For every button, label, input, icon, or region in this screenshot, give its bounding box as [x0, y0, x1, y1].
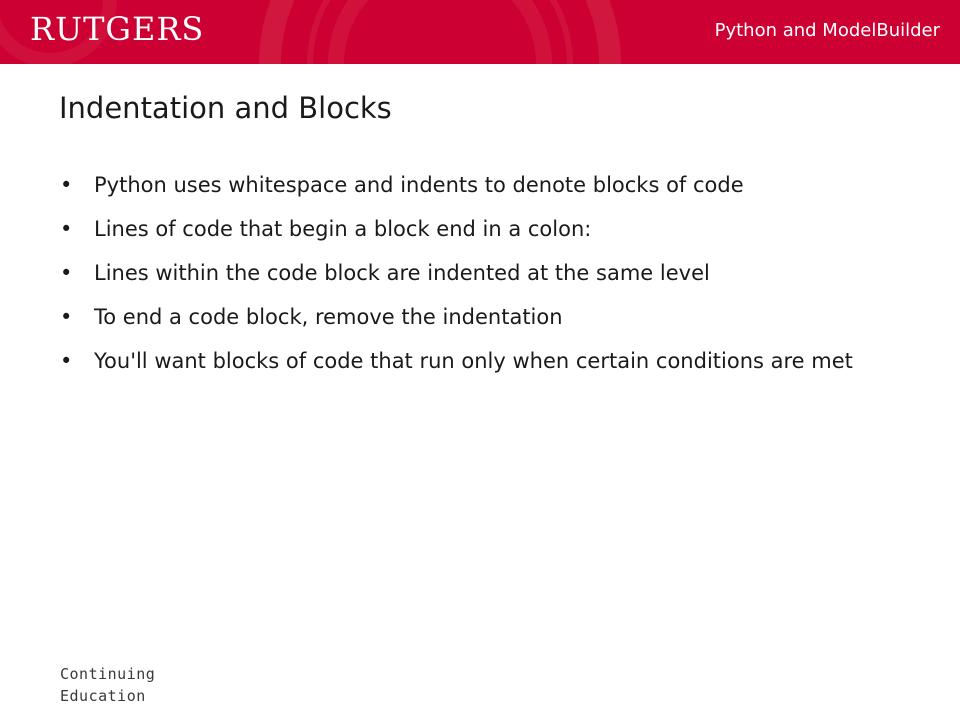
header-banner [0, 0, 960, 64]
bullet-item: • Lines within the code block are indented at the same level [60, 256, 910, 290]
bullet-item: • To end a code block, remove the indentation [60, 300, 910, 334]
bullet-list [60, 168, 910, 388]
footer-line-education: Education [60, 687, 146, 705]
bullet-item: • You'll want blocks of code that run only when certain conditions are met [60, 344, 910, 378]
bullet-item: • Python uses whitespace and indents to denote blocks of code [60, 168, 910, 202]
footer-brand [60, 663, 155, 707]
rutgers-logo: RUTGERS [30, 10, 205, 48]
banner-course-title: Python and ModelBuilder [714, 20, 940, 41]
footer-line-continuing: Continuing [60, 665, 156, 683]
page-title: Indentation and Blocks [59, 91, 392, 125]
bullet-item: • Lines of code that begin a block end in a colon: [60, 212, 910, 246]
